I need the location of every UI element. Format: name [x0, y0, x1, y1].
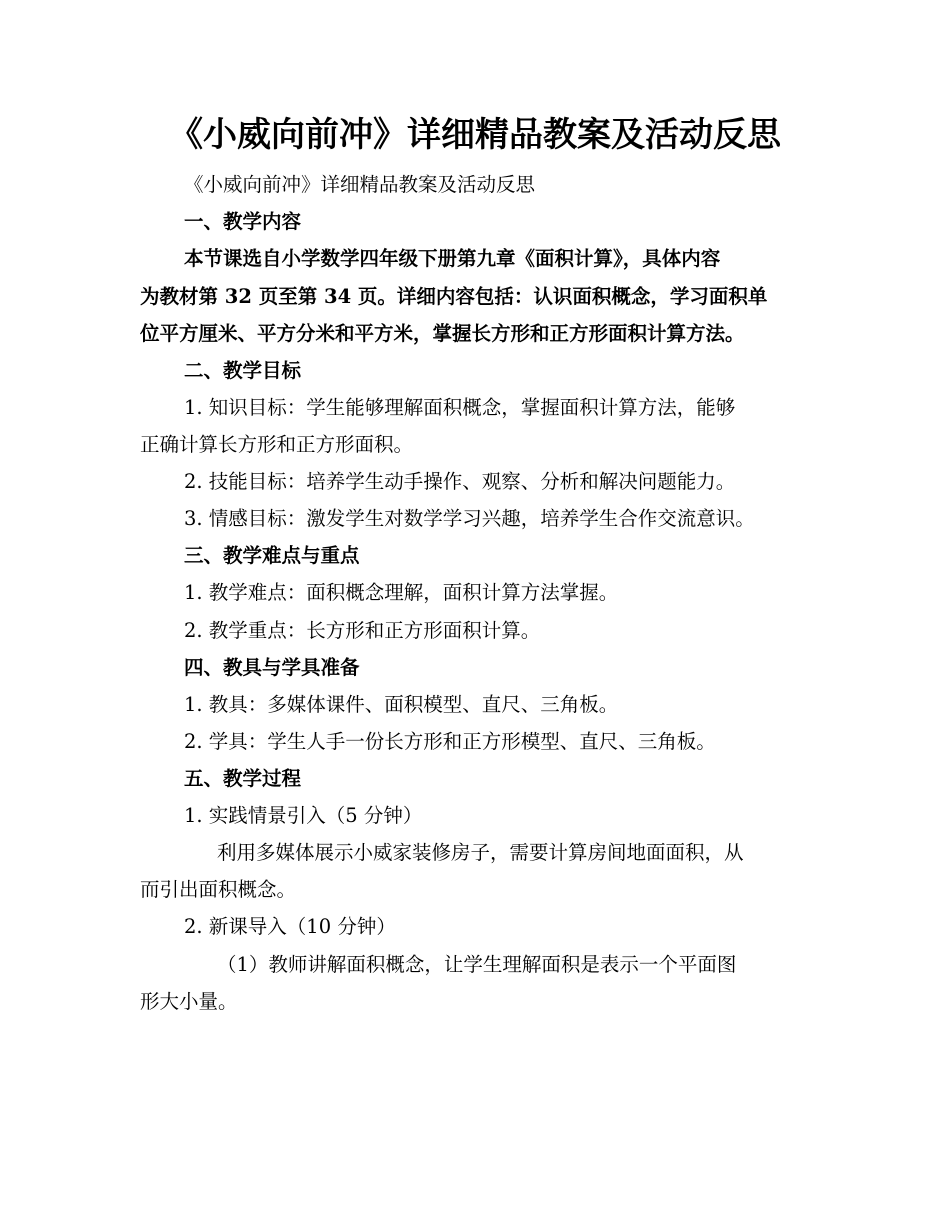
- list-item: 2. 教学重点：长方形和正方形面积计算。: [184, 619, 541, 642]
- paragraph-line: 为教材第 32 页至第 34 页。详细内容包括：认识面积概念，学习面积单: [140, 285, 768, 308]
- list-item: 1. 知识目标：学生能够理解面积概念，掌握面积计算方法，能够: [184, 396, 736, 419]
- list-item: 1. 教具：多媒体课件、面积模型、直尺、三角板。: [184, 693, 619, 716]
- list-item: 1. 教学难点：面积概念理解，面积计算方法掌握。: [184, 581, 619, 604]
- subtitle-line: 《小威向前冲》详细精品教案及活动反思: [184, 173, 536, 196]
- list-item: 2. 新课导入（10 分钟）: [184, 915, 396, 938]
- list-item: 2. 学具：学生人手一份长方形和正方形模型、直尺、三角板。: [184, 730, 716, 753]
- list-item: 1. 实践情景引入（5 分钟）: [184, 804, 423, 827]
- list-item-continuation: 正确计算长方形和正方形面积。: [140, 433, 414, 456]
- paragraph-line: 位平方厘米、平方分米和平方米，掌握长方形和正方形面积计算方法。: [140, 322, 745, 345]
- document-title: 《小威向前冲》详细精品教案及活动反思: [169, 115, 781, 155]
- paragraph-line: （1）教师讲解面积概念，让学生理解面积是表示一个平面图: [217, 953, 737, 976]
- list-item: 2. 技能目标：培养学生动手操作、观察、分析和解决问题能力。: [184, 470, 736, 493]
- paragraph-line: 利用多媒体展示小威家装修房子，需要计算房间地面面积，从: [217, 841, 744, 864]
- list-item: 3. 情感目标：激发学生对数学学习兴趣，培养学生合作交流意识。: [184, 507, 755, 530]
- section-heading-4: 四、教具与学具准备: [184, 656, 360, 679]
- paragraph-line: 形大小量。: [140, 990, 238, 1013]
- paragraph-line: 本节课选自小学数学四年级下册第九章《面积计算》，具体内容: [184, 247, 721, 270]
- section-heading-1: 一、教学内容: [184, 210, 302, 233]
- section-heading-3: 三、教学难点与重点: [184, 544, 360, 567]
- section-heading-2: 二、教学目标: [184, 359, 302, 382]
- paragraph-line: 而引出面积概念。: [140, 878, 297, 901]
- section-heading-5: 五、教学过程: [184, 767, 302, 790]
